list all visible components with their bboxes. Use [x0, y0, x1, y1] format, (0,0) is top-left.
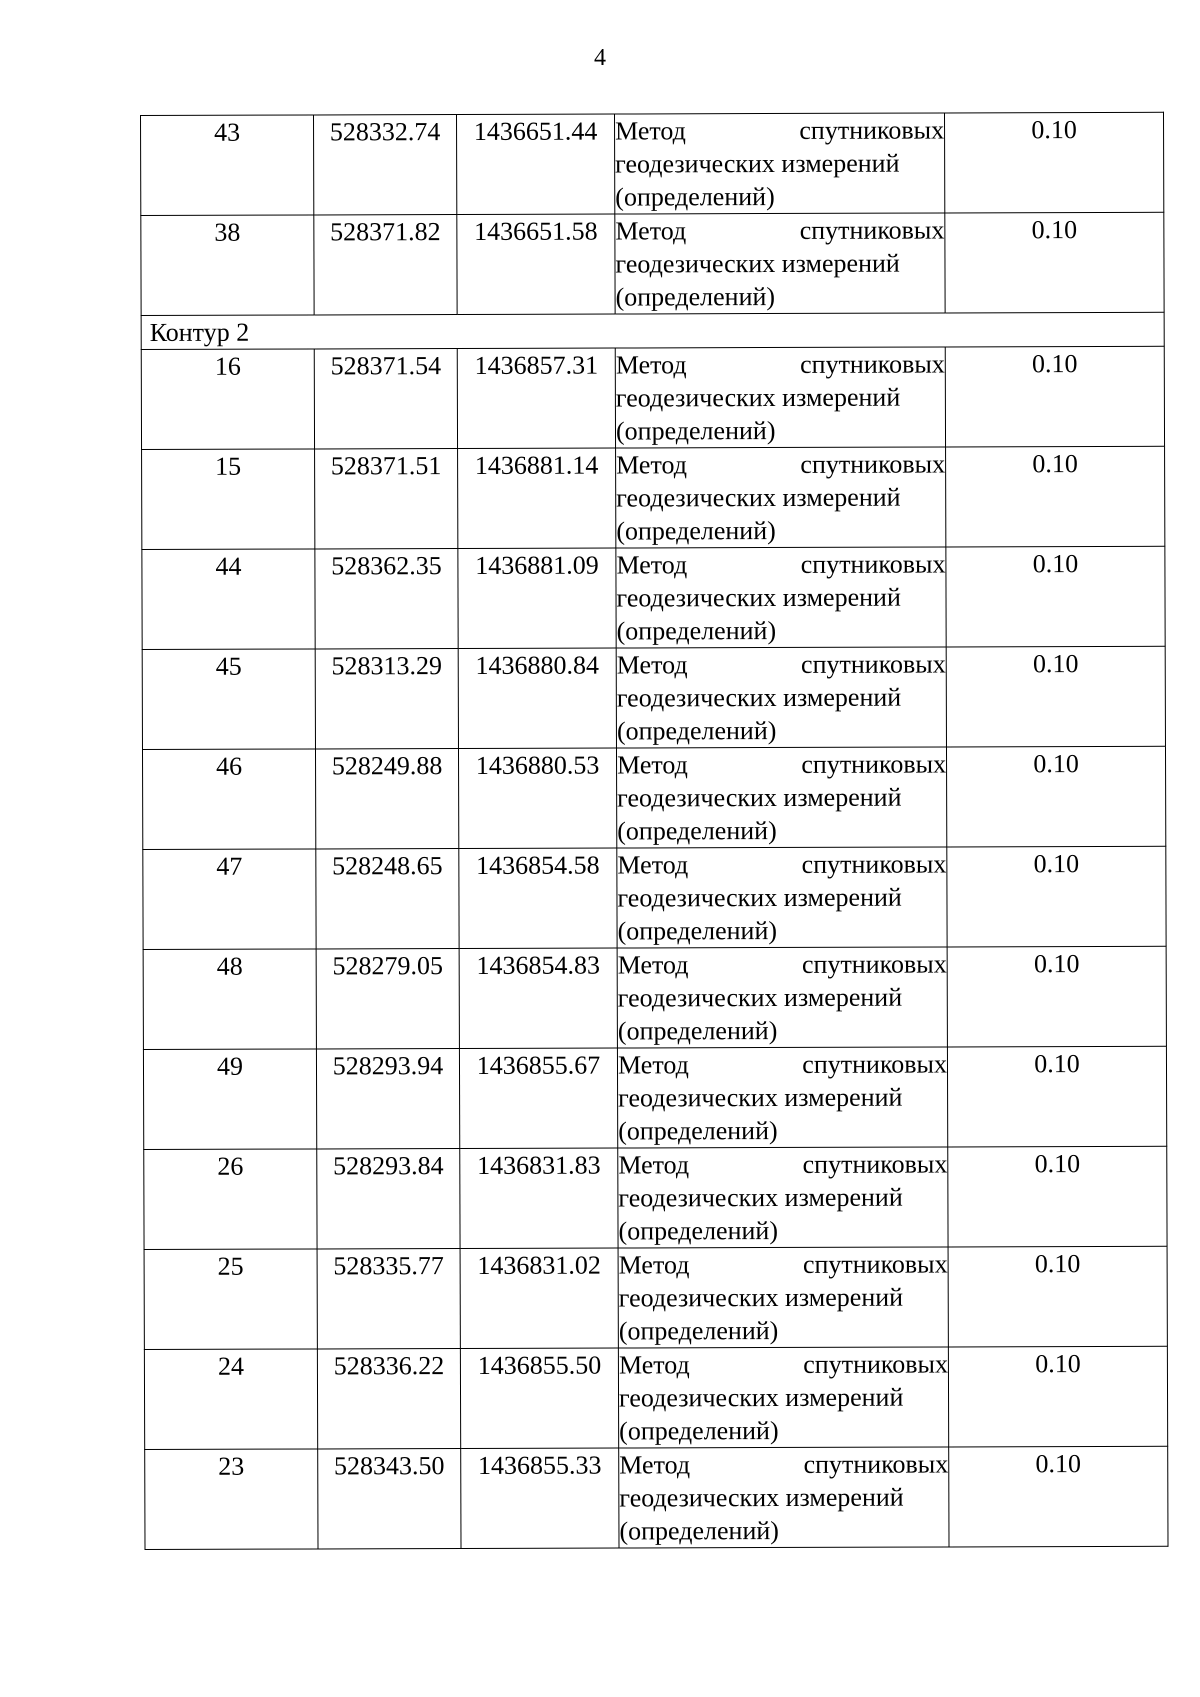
method-word-1: Метод [619, 1450, 691, 1480]
point-number-cell: 48 [143, 949, 316, 1050]
method-line-3: (определений) [617, 816, 777, 846]
method-cell [617, 847, 947, 948]
accuracy-cell: 0.10 [946, 546, 1165, 647]
method-cell [618, 1247, 948, 1348]
y-coordinate-cell: 1436831.02 [460, 1248, 618, 1348]
x-coordinate-cell: 528371.54 [314, 349, 457, 449]
y-coordinate-cell: 1436880.53 [458, 748, 616, 848]
method-word-1: Метод [616, 650, 688, 680]
method-line-3: (определений) [616, 616, 777, 646]
method-word-2: спутниковых [800, 649, 946, 679]
method-word-1: Метод [618, 1350, 690, 1380]
method-line-1 [619, 1347, 948, 1381]
method-word-2: спутниковых [802, 1049, 948, 1079]
y-coordinate-cell: 1436881.14 [458, 448, 616, 548]
page-number: 4 [594, 45, 606, 71]
x-coordinate-cell: 528336.22 [317, 1348, 460, 1448]
method-word-1: Метод [615, 116, 686, 146]
method-cell [616, 747, 946, 848]
method-line-1 [617, 747, 946, 781]
method-line-1 [615, 213, 944, 247]
method-cell [618, 1147, 948, 1248]
point-number-cell: 24 [144, 1349, 317, 1450]
y-coordinate-cell: 1436857.31 [457, 348, 615, 448]
method-line-2: геодезических измерений [617, 982, 903, 1013]
method-word-2: спутниковых [802, 1149, 948, 1179]
method-line-2: геодезических измерений [615, 382, 901, 413]
x-coordinate-cell: 528371.82 [314, 215, 457, 315]
accuracy-cell: 0.10 [947, 946, 1166, 1047]
method-line-2: геодезических измерений [618, 1082, 903, 1113]
contour-label: Контур 2 [141, 312, 1164, 349]
method-cell [618, 1347, 948, 1448]
method-line-2: геодезических измерений [615, 148, 900, 179]
table-row [142, 646, 1165, 749]
method-line-3: (определений) [616, 716, 777, 746]
table-row [144, 1246, 1167, 1349]
method-word-2: спутниковых [800, 549, 946, 579]
method-cell [615, 347, 945, 448]
method-line-2: геодезических измерений [615, 248, 900, 279]
method-line-2: геодезических измерений [617, 782, 902, 813]
method-word-1: Метод [616, 450, 687, 480]
method-word-2: спутниковых [801, 849, 947, 879]
point-number-cell: 47 [143, 849, 316, 950]
y-coordinate-cell: 1436854.83 [459, 948, 617, 1048]
table-row [145, 1446, 1168, 1549]
method-line-2: геодезических измерений [616, 682, 902, 713]
accuracy-cell: 0.10 [947, 1046, 1166, 1147]
method-line-2: геодезических измерений [617, 882, 902, 913]
coordinates-table-body [141, 112, 1169, 1549]
table-row [144, 1146, 1167, 1249]
x-coordinate-cell: 528335.77 [317, 1249, 460, 1349]
point-number-cell: 46 [142, 749, 315, 850]
method-word-1: Метод [617, 850, 689, 880]
method-word-1: Метод [616, 750, 688, 780]
x-coordinate-cell: 528313.29 [315, 649, 458, 749]
method-line-3: (определений) [618, 1316, 779, 1346]
y-coordinate-cell: 1436651.44 [457, 114, 615, 214]
method-cell [617, 947, 947, 1048]
method-word-2: спутниковых [803, 1349, 948, 1379]
method-line-2: геодезических измерений [616, 582, 901, 613]
method-line-1 [616, 447, 945, 481]
table-row [144, 1346, 1167, 1449]
coordinates-table [140, 112, 1169, 1550]
method-cell [617, 1047, 947, 1148]
method-word-1: Метод [618, 1250, 690, 1280]
method-line-2: геодезических измерений [619, 1482, 904, 1513]
table-row [142, 446, 1165, 549]
y-coordinate-cell: 1436831.83 [460, 1148, 618, 1248]
method-word-2: спутниковых [803, 1449, 949, 1479]
x-coordinate-cell: 528332.74 [314, 115, 457, 215]
accuracy-cell: 0.10 [946, 446, 1165, 547]
point-number-cell: 44 [142, 549, 315, 650]
method-line-1 [619, 1247, 948, 1281]
table-row [142, 746, 1165, 849]
y-coordinate-cell: 1436880.84 [458, 648, 616, 748]
point-number-cell: 26 [144, 1149, 317, 1250]
method-line-1 [619, 1447, 948, 1481]
method-cell [616, 447, 946, 548]
method-word-1: Метод [616, 550, 688, 580]
method-line-1 [616, 347, 945, 381]
method-line-1 [617, 647, 946, 681]
y-coordinate-cell: 1436881.09 [458, 548, 616, 648]
point-number-cell: 43 [141, 115, 314, 216]
x-coordinate-cell: 528248.65 [316, 849, 459, 949]
method-line-1 [618, 1147, 947, 1181]
point-number-cell: 23 [145, 1449, 318, 1550]
method-word-1: Метод [617, 950, 689, 980]
method-line-3: (определений) [619, 1416, 779, 1446]
method-word-2: спутниковых [800, 449, 946, 479]
accuracy-cell: 0.10 [945, 212, 1164, 313]
method-line-3: (определений) [618, 1116, 778, 1146]
x-coordinate-cell: 528249.88 [315, 749, 458, 849]
x-coordinate-cell: 528293.94 [316, 1049, 459, 1149]
point-number-cell: 16 [141, 349, 314, 450]
method-word-2: спутниковых [801, 749, 947, 779]
method-word-2: спутниковых [800, 349, 945, 379]
x-coordinate-cell: 528371.51 [315, 449, 458, 549]
method-line-2: геодезических измерений [618, 1282, 904, 1313]
method-cell [616, 547, 946, 648]
method-line-3: (определений) [616, 516, 776, 546]
method-word-1: Метод [615, 350, 687, 380]
x-coordinate-cell: 528279.05 [316, 949, 459, 1049]
method-line-3: (определений) [615, 416, 776, 446]
point-number-cell: 38 [141, 215, 314, 316]
method-word-2: спутниковых [799, 215, 945, 245]
x-coordinate-cell: 528362.35 [315, 549, 458, 649]
table-row [143, 1046, 1166, 1149]
point-number-cell: 15 [142, 449, 315, 550]
contour-header-row [141, 312, 1164, 349]
method-line-1 [617, 847, 946, 881]
accuracy-cell: 0.10 [944, 112, 1163, 213]
method-word-2: спутниковых [801, 949, 947, 979]
accuracy-cell: 0.10 [947, 846, 1166, 947]
method-word-1: Метод [615, 216, 687, 246]
table-row [141, 212, 1164, 315]
method-line-2: геодезических измерений [616, 482, 901, 513]
table-row [141, 346, 1164, 449]
point-number-cell: 45 [142, 649, 315, 750]
accuracy-cell: 0.10 [949, 1446, 1168, 1547]
accuracy-cell: 0.10 [948, 1346, 1167, 1447]
table-row [143, 946, 1166, 1049]
y-coordinate-cell: 1436855.33 [461, 1448, 619, 1548]
table-row [142, 546, 1165, 649]
y-coordinate-cell: 1436854.58 [459, 848, 617, 948]
x-coordinate-cell: 528293.84 [317, 1149, 460, 1249]
accuracy-cell: 0.10 [948, 1146, 1167, 1247]
accuracy-cell: 0.10 [948, 1246, 1167, 1347]
method-cell [616, 647, 946, 748]
y-coordinate-cell: 1436651.58 [457, 214, 615, 314]
method-line-2: геодезических измерений [618, 1382, 904, 1413]
y-coordinate-cell: 1436855.67 [459, 1048, 617, 1148]
method-cell [614, 113, 944, 214]
method-line-1 [618, 947, 947, 981]
accuracy-cell: 0.10 [946, 646, 1165, 747]
accuracy-cell: 0.10 [946, 746, 1165, 847]
method-line-1 [616, 547, 945, 581]
method-word-1: Метод [618, 1150, 690, 1180]
method-line-1 [615, 113, 944, 147]
point-number-cell: 25 [144, 1249, 317, 1350]
method-cell [615, 213, 945, 314]
method-line-1 [618, 1047, 947, 1081]
table-row [141, 112, 1164, 215]
method-line-3: (определений) [618, 1216, 779, 1246]
method-line-2: геодезических измерений [618, 1182, 903, 1213]
method-word-2: спутниковых [802, 1249, 948, 1279]
method-line-3: (определений) [617, 1016, 778, 1046]
method-line-3: (определений) [617, 916, 778, 946]
accuracy-cell: 0.10 [945, 346, 1164, 447]
point-number-cell: 49 [143, 1049, 316, 1150]
method-line-3: (определений) [615, 182, 775, 212]
method-word-2: спутниковых [799, 115, 945, 145]
x-coordinate-cell: 528343.50 [318, 1448, 461, 1548]
method-line-3: (определений) [615, 282, 776, 312]
method-cell [619, 1447, 949, 1548]
method-line-3: (определений) [619, 1515, 779, 1546]
method-word-1: Метод [617, 1050, 689, 1080]
table-row [143, 846, 1166, 949]
y-coordinate-cell: 1436855.50 [460, 1348, 618, 1448]
